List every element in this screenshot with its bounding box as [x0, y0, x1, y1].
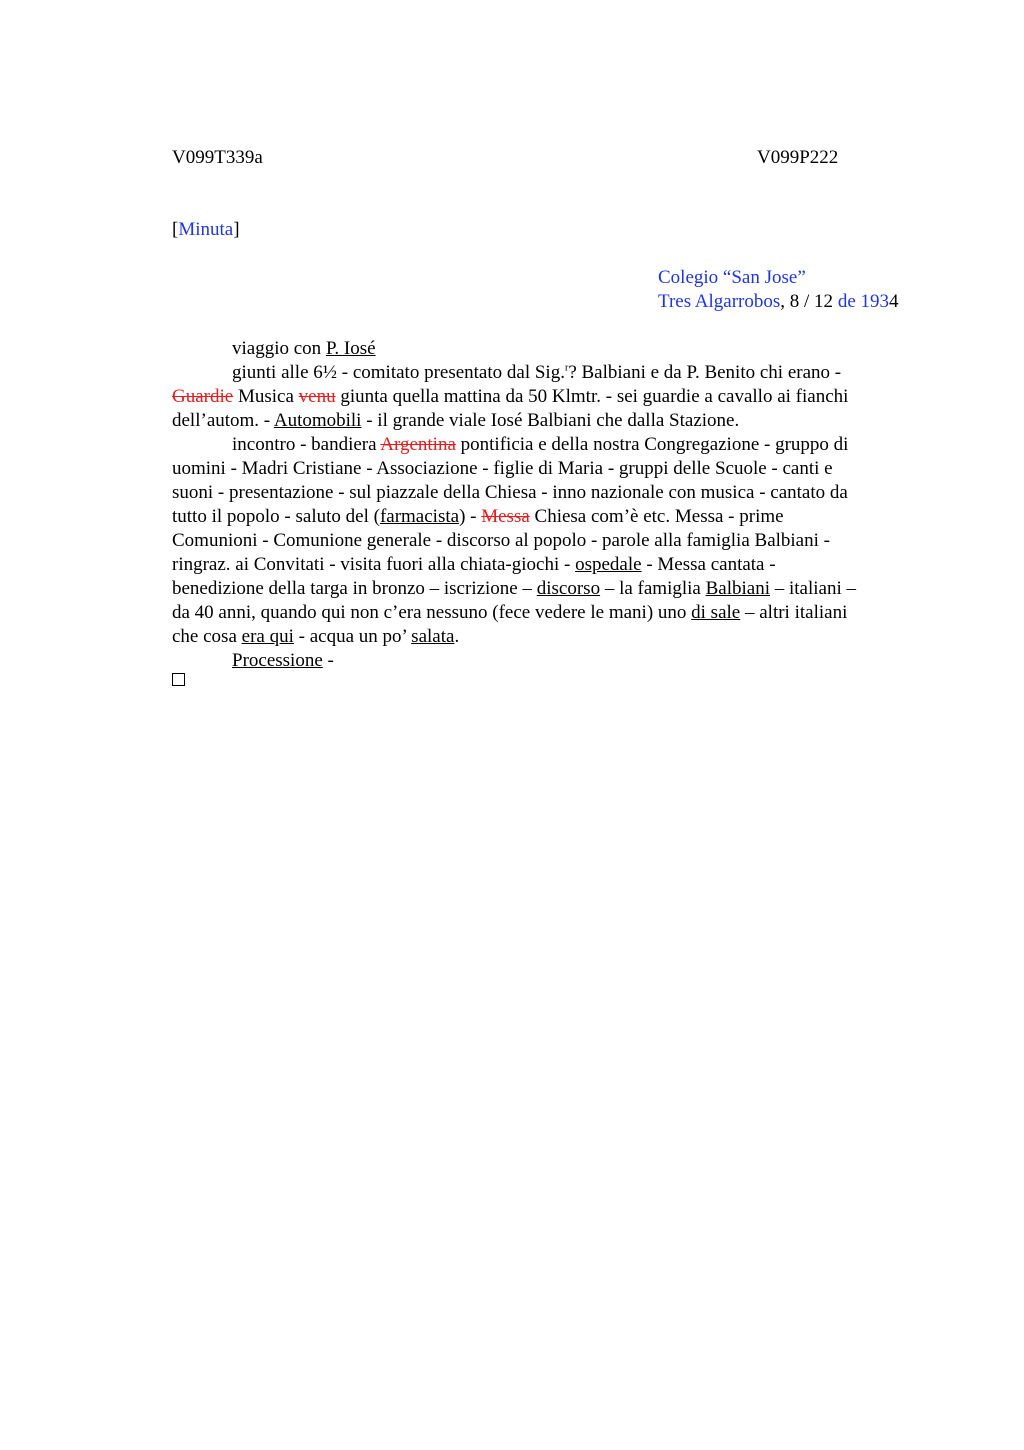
date-year-prefix: de 193 [837, 291, 889, 312]
struck-word: Guardie [172, 386, 234, 407]
struck-word: venu [298, 386, 336, 407]
underlined-word: ospedale [575, 554, 642, 575]
body-line: benedizione della targa in bronzo – iscrizione – discorso – la famiglia Balbiani – italiani – [172, 578, 857, 599]
underlined-word: Processione [232, 650, 323, 671]
struck-word: Messa [481, 506, 530, 527]
end-square-icon [172, 673, 185, 686]
underlined-name: P. Iosé [325, 338, 376, 359]
body-line: giunti alle 6½ - comitato presentato dal Sig.$^r$? Balbiani e da P. Benito chi erano - [232, 362, 842, 383]
body-line: Processione - [232, 650, 334, 671]
body-line: viaggio con P. Iosé [232, 338, 376, 359]
underlined-word: di sale [691, 602, 741, 623]
underlined-word: Automobili [273, 410, 362, 431]
bracket-close: ] [233, 219, 240, 240]
body-line: Comunioni - Comunione generale - discorso al popolo - parole alla famiglia Balbiani - [172, 530, 830, 551]
body-line: incontro - bandiera Argentina pontificia e della nostra Congregazione - gruppo di [232, 434, 849, 455]
underlined-word: Balbiani [705, 578, 770, 599]
underlined-word: discorso [536, 578, 601, 599]
minuta-word: Minuta [178, 219, 234, 240]
underlined-word: era qui [241, 626, 294, 647]
body-line: che cosa era qui - acqua un po’ salata. [172, 626, 460, 647]
body-line: uomini - Madri Cristiane - Associazione - figlie di Maria - gruppi delle Scuole - canti e [172, 458, 833, 479]
body-line: suoni - presentazione - sul piazzale della Chiesa - inno nazionale con musica - cantato da [172, 482, 848, 503]
page-code-right: V099P222 [757, 147, 839, 168]
struck-word: Argentina [380, 434, 456, 455]
body-line: da 40 anni, quando qui non c’era nessuno (fece vedere le mani) uno di sale – altri italiani [172, 602, 848, 623]
date-year-last-digit: 4 [889, 291, 899, 312]
underlined-word: salata [411, 626, 455, 647]
underlined-word: farmacista [379, 506, 460, 527]
college-name: Colegio “San Jose” [658, 267, 806, 288]
body-line: ringraz. ai Convitati - visita fuori alla chiata-giochi - ospedale - Messa cantata - [172, 554, 776, 575]
body-line: tutto il popolo - saluto del (farmacista) - Messa Chiesa com’è etc. Messa - prime [172, 506, 784, 527]
minuta-label [172, 218, 240, 242]
bracket-open: [ [172, 219, 179, 240]
body-line: Guardie Musica venu giunta quella mattina da 50 Klmtr. - sei guardie a cavallo ai fianchi [172, 386, 849, 407]
town-name: Tres Algarrobos [658, 291, 781, 312]
place-date-line [658, 290, 899, 314]
body-line: dell’autom. - Automobili - il grande viale Iosé Balbiani che dalla Stazione. [172, 410, 740, 431]
superscript: r [564, 362, 569, 374]
date-day-month: , 8 / 12 [780, 291, 838, 312]
letter-body [172, 337, 914, 673]
document-code-left: V099T339a [172, 147, 263, 168]
